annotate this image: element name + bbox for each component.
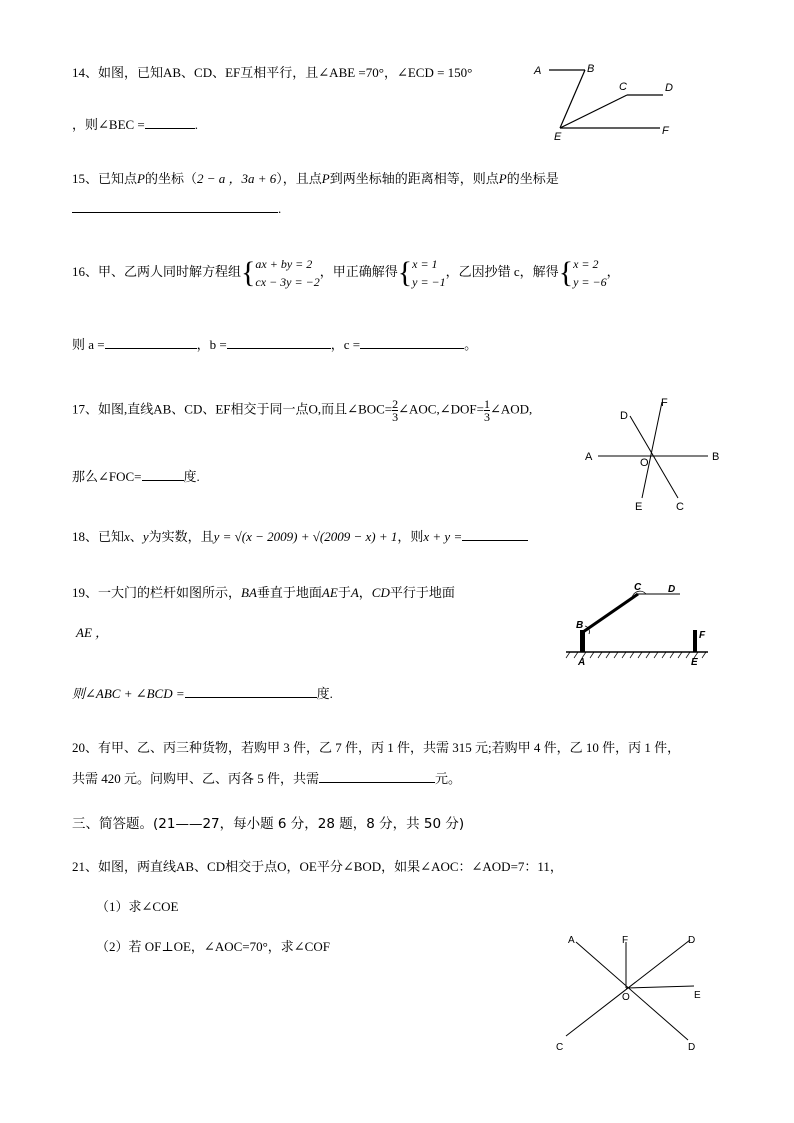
q16-sys2-eq1: x = 1 [412, 257, 438, 271]
q19-t3: AE [321, 585, 338, 600]
q17-label-b: B [712, 451, 720, 463]
q14-label-a: A [534, 65, 542, 77]
q17-mid2: ∠AOD, [489, 401, 533, 417]
q19-t6: ， [358, 585, 372, 600]
q19-t4: 于 [337, 585, 351, 600]
q17-answer-blank[interactable] [142, 468, 184, 481]
q16-end: ， [606, 263, 620, 279]
q14-answer-blank[interactable] [145, 116, 195, 129]
q19-t0: 19、一大门的栏杆如图所示， [72, 585, 242, 600]
q18-x: x [124, 529, 130, 544]
q21-sub2: （2）若 OF⊥OE，∠AOC=70°，求∠COF [96, 939, 330, 954]
q21-sub1: （1）求∠COE [96, 899, 179, 914]
q14-label-e: E [554, 131, 562, 142]
q19-answer-blank[interactable] [185, 685, 317, 698]
q19-line3-pre: 则∠ABC + ∠BCD = [72, 686, 185, 701]
q17-label-e: E [635, 501, 643, 513]
q19-line3-post: 度. [316, 686, 333, 701]
q16-brace-2: { [397, 256, 413, 289]
q16-prefix: 16、甲、乙两人同时解方程组 [72, 263, 242, 279]
q18-post: ，则 [397, 529, 424, 544]
q16-sys1-eq2: cx − 3y = −2 [255, 275, 320, 289]
q16-b-label: ，b = [196, 337, 227, 352]
q14-label-d: D [665, 82, 673, 94]
q17-frac1-num: 2 [392, 397, 399, 411]
q16-sys3-eq2: y = −6 [573, 275, 607, 289]
q15-text-b: 的坐标（ [144, 171, 197, 186]
q21-label-o: O [622, 992, 630, 1003]
q17-line1 [72, 398, 532, 423]
q18-mid: 为实数，且 [148, 529, 214, 544]
q16-line1 [72, 255, 620, 291]
q16-line2 [72, 334, 477, 353]
q15-text-c: ），且点 [276, 171, 322, 186]
q20-line1: 20、有甲、乙、丙三种货物，若购甲 3 件，乙 7 件，丙 1 件，共需 315 元;若购甲 4 件，乙 10 件，丙 1 件， [72, 740, 681, 755]
q16-sys3-eq1: x = 2 [573, 257, 599, 271]
q18-formula: y = √(x − 2009) + √(2009 − x) + 1 [213, 529, 398, 544]
q14-line2 [72, 114, 198, 133]
q19-t2: 垂直于地面 [256, 585, 322, 600]
q16-sys1-eq1: ax + by = 2 [255, 257, 313, 271]
q17-figure [580, 394, 728, 516]
q16-a-blank[interactable] [105, 336, 197, 349]
q14-label-b: B [587, 63, 595, 75]
q19-label-a: A [578, 657, 586, 668]
q17-label-c: C [676, 501, 684, 513]
q20-line2 [72, 768, 461, 787]
q19-label-b: B [576, 620, 584, 631]
q16-brace-1: { [241, 256, 256, 289]
q19-t7: CD [371, 585, 390, 600]
q20-line2-post: 元。 [435, 771, 462, 786]
q21-label-f: F [622, 935, 629, 946]
q14-label-c: C [619, 81, 627, 93]
q16-b-blank[interactable] [227, 336, 331, 349]
q17-line2-post: 度. [183, 469, 200, 484]
q19-line3 [72, 683, 333, 702]
q20-line2-pre: 共需 420 元。问购甲、乙、丙各 5 件，共需 [72, 771, 320, 786]
q19-t8: 平行于地面 [389, 585, 455, 600]
q19-line1 [72, 582, 455, 601]
q21-label-d-bottom: D [688, 1042, 696, 1053]
q17-label-f: F [661, 397, 668, 409]
q17-label-d: D [620, 410, 628, 422]
q18-pre: 18、已知 [72, 529, 125, 544]
q21-label-c: C [556, 1042, 564, 1053]
q16-sys2-eq2: y = −1 [412, 275, 446, 289]
q17-frac2-num: 1 [483, 397, 490, 411]
q15-point-p2: P [321, 171, 330, 186]
q14-line2-pre: ，则∠BEC = [72, 117, 145, 132]
q19-t5: A [350, 585, 359, 600]
q16-system-2 [412, 255, 446, 291]
q15-point-p3: P [498, 171, 507, 186]
q14-line2-post: . [194, 117, 199, 132]
q15-end: . [278, 201, 282, 216]
q19-label-f: F [699, 630, 706, 641]
q16-a-label: 则 a = [72, 337, 105, 352]
q17-frac1-den: 3 [392, 410, 399, 424]
q19-line2: AE ， [76, 625, 109, 640]
q15-point-p: P [137, 171, 145, 186]
q15-answer-blank[interactable] [72, 200, 278, 213]
q16-brace-3: { [558, 256, 574, 289]
q21-figure [548, 920, 718, 1060]
q17-pre: 17、如图,直线AB、CD、EF相交于同一点O,而且∠BOC= [72, 401, 393, 417]
q20-answer-blank[interactable] [319, 770, 435, 783]
q15-line1 [72, 168, 559, 187]
q15-line2 [72, 200, 281, 217]
q19-label-c: C [634, 582, 642, 593]
q14-figure [530, 58, 680, 142]
q18-y: y [142, 529, 149, 544]
q14-line1: 14、如图，已知AB、CD、EF互相平行，且∠ABE =70°，∠ECD = 150° [72, 65, 473, 80]
q15-text-d: 到两坐标轴的距离相等，则点 [329, 171, 499, 186]
q14-label-f: F [662, 125, 669, 137]
q21-label-d-top: D [688, 935, 696, 946]
q18-sum: x + y = [423, 529, 463, 544]
q17-frac2-den: 3 [483, 410, 490, 424]
q19-label-d: D [668, 584, 676, 595]
section-3-heading: 三、简答题。(21——27，每小题 6 分，28 题，8 分，共 50 分) [72, 816, 465, 832]
q19-label-e: E [691, 657, 698, 668]
q16-mid1: ，甲正确解得 [319, 263, 398, 279]
q18-answer-blank[interactable] [462, 528, 528, 541]
q16-mid2: ，乙因抄错 c，解得 [445, 263, 559, 279]
q18-line1 [72, 526, 528, 545]
q17-mid1: ∠AOC,∠DOF= [398, 401, 484, 417]
q17-label-a: A [585, 451, 593, 463]
q16-system-3 [573, 255, 607, 291]
q18-sep: 、 [129, 529, 143, 544]
q21-label-e: E [694, 990, 701, 1001]
q19-t1: BA [241, 585, 257, 600]
q21-line1: 21、如图，两直线AB、CD相交于点O，OE平分∠BOD，如果∠AOC：∠AOD=7：11， [72, 859, 563, 874]
q21-label-a: A [568, 935, 575, 946]
q16-line2-end: 。 [464, 337, 478, 352]
q16-system-1 [255, 255, 319, 291]
q15-text-e: 的坐标是 [506, 171, 559, 186]
q17-line2-pre: 那么∠FOC= [72, 469, 142, 484]
q15-coord: 2 − a ，3a + 6 [196, 171, 277, 186]
q19-figure [562, 578, 710, 670]
q16-c-blank[interactable] [360, 336, 464, 349]
q17-label-o: O [640, 457, 649, 469]
q15-text-a: 15、已知点 [72, 171, 138, 186]
q17-line2 [72, 466, 200, 485]
q16-c-label: ，c = [330, 337, 361, 352]
